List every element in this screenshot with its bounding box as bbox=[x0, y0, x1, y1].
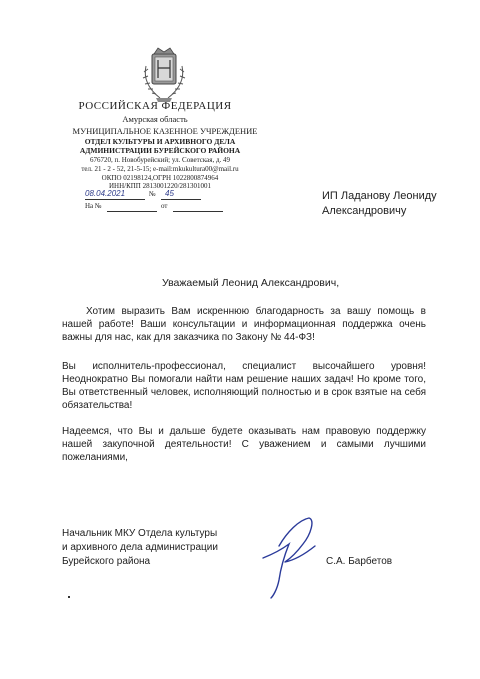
letterhead-country: РОССИЙСКАЯ ФЕДЕРАЦИЯ bbox=[78, 100, 232, 112]
reference-no-label: № bbox=[149, 190, 156, 198]
letterhead-address: 676720, п. Новобурейский; ул. Советская, д. 49 bbox=[89, 156, 231, 164]
reply-na-label: На № bbox=[85, 202, 102, 210]
signatory-title-line-2: и архивного дела администрации bbox=[62, 542, 218, 553]
letterhead-org-type: МУНИЦИПАЛЬНОЕ КАЗЕННОЕ УЧРЕЖДЕНИЕ bbox=[72, 126, 258, 136]
reference-date: 08.04.2021 bbox=[85, 189, 126, 198]
signatory-title-line-1: Начальник МКУ Отдела культуры bbox=[62, 528, 218, 539]
salutation: Уважаемый Леонид Александрович, bbox=[162, 277, 340, 289]
reference-number-line bbox=[85, 189, 225, 201]
recipient-line-2: Александровичу bbox=[322, 205, 407, 217]
signatory-title-line-3: Бурейского района bbox=[62, 556, 151, 567]
handwritten-signature bbox=[255, 510, 325, 600]
reply-ot-label: от bbox=[161, 202, 168, 210]
letterhead-okpo: ОКПО 02198124,ОГРН 1022800874964 bbox=[101, 174, 219, 182]
letterhead-inn: ИНН/КПП 2813001220/281301001 bbox=[108, 182, 212, 190]
stray-dot bbox=[68, 596, 70, 598]
letterhead-region: Амурская область bbox=[122, 114, 188, 124]
reference-number: 45 bbox=[165, 189, 174, 198]
paragraph-gratitude: Хотим выразить Вам искреннюю благодарность за вашу помощь в нашей работе! Ваши консультации и информационная поддержка очень важны для нас, как для заказчика по Закону № 44-ФЗ! bbox=[62, 306, 426, 343]
paragraph-hope: Надеемся, что Вы и дальше будете оказывать нам правовую поддержку нашей закупочной деятельности! С уважением и самыми лучшими пожеланиями, bbox=[62, 426, 426, 463]
coat-of-arms-icon bbox=[136, 44, 192, 104]
paragraph-professional: Вы исполнитель-профессионал, специалист высочайшего уровня! Неоднократно Вы помогали найти нам решение наших задач! Но кроме того, Вы ответственный человек, исполняющий полностью и в срок взятые на себя обязательства! bbox=[62, 361, 426, 411]
letterhead-contacts: тел. 21 - 2 - 52, 21-5-15; e-mail:mkukultura00@mail.ru bbox=[81, 165, 239, 173]
letterhead-org-name-1: ОТДЕЛ КУЛЬТУРЫ И АРХИВНОГО ДЕЛА bbox=[84, 137, 236, 146]
signatory-name: С.А. Барбетов bbox=[326, 556, 393, 567]
reply-reference-line bbox=[85, 202, 235, 214]
recipient-line-1: ИП Ладанову Леониду bbox=[322, 190, 437, 202]
letterhead-org-name-2: АДМИНИСТРАЦИИ БУРЕЙСКОГО РАЙОНА bbox=[79, 146, 241, 155]
